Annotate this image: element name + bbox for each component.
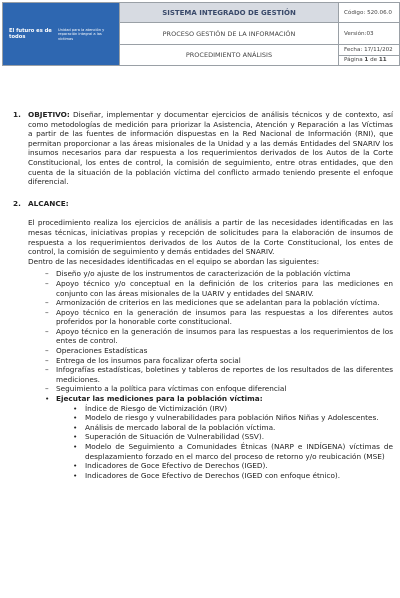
list-item: – Entrega de los insumos para focalizar oferta social [45,355,241,365]
page-number: Página 1 de 11 [344,57,387,63]
sub-list-item: • Índice de Riesgo de Victimización (IRV) [73,403,228,413]
list-item: – Infografías estadísticas, boletines y tableros de reportes de los resultados de las diferentes mediciones. [45,365,393,384]
list-item: – Operaciones Estadísticas [45,346,148,356]
list-item: – Seguimiento a la política para víctimas con enfoque diferencial [45,384,287,394]
process-name: PROCESO GESTIÓN DE LA INFORMACIÓN [120,23,338,45]
list-item: • Ejecutar las mediciones para la población víctima: [45,394,263,404]
sub-list-item: • Superación de Situación de Vulnerabilidad (SSV). [73,432,265,442]
sub-list-item: • Indicadores de Goce Efectivo de Derechos (IGED). [73,461,268,471]
section-number: 1. [13,110,21,119]
header-center [120,3,338,65]
section-title: ALCANCE: [28,198,69,208]
objetivo-text: Diseñar, implementar y documentar ejercicios de análisis técnicos y de contexto, así como metodologías de medición para priorizar la Asistencia, Atención y Reparación a las Víctimas a partir de las fuentes de información dispuestas en la Red Nacional de Información (RNI), que permitan proporcionar a las áreas misionales de la Unidad y a las demás Entidades del SNARIV los insumos necesarios para dar respuesta a los requerimientos derivados de los Autos de la Corte Constitucional, los entes de control, la comisión de seguimiento, entre otras entidades, que den cuenta de la situación de la población víctima del conflicto armado teniendo presente el enfoque diferencial. [28,110,393,187]
alcance-paragraph: El procedimiento realiza los ejercicios de análisis a partir de las necesidades identificadas en las mesas técnicas, iniciativas propias y recepción de solicitudes para la elaboración de insumos de respuesta a los requerimientos derivados de los Autos de la Corte Constitucional, los entes de control, la comisión de seguimiento y demás entidades del SNARIV. [28,218,393,257]
alcance-intro: Dentro de las necesidades identificadas en el equipo se abordan las siguientes: [28,256,320,266]
sub-list-item: • Modelo de riesgo y vulnerabilidades para población Niños Niñas y Adolescentes. [73,413,379,423]
measurements-list [13,404,393,481]
procedure-name: PROCEDIMIENTO ANÁLISIS [185,51,273,59]
logo-main-text: El futuro es de todos [9,28,52,40]
system-title: SISTEMA INTEGRADO DE GESTIÓN [120,3,338,23]
section-objetivo [13,110,393,187]
list-item: – Apoyo técnico en la generación de insumos para las respuestas a los diferentes autos proferidos por la honorable corte constitucional. [45,307,393,327]
logo [3,3,120,65]
list-item: – Diseño y/o ajuste de los instrumentos de caracterización de la población víctima [45,269,351,279]
document-header [2,2,400,66]
section-alcance [13,199,393,481]
document-code: Código: 520.06.0 [339,3,400,23]
needs-list [13,269,393,394]
list-item: – Apoyo técnico en la generación de insumos para las respuestas a los requerimientos de los entes de control. [45,326,393,346]
document-date: Fecha: 17/11/202 [339,45,400,56]
list-item: – Apoyo técnico y/o conceptual en la definición de los criterios para las mediciones en conjunto con las áreas misionales de la UARIV y entidades del SNARIV. [45,278,393,298]
logo-sub-text: Unidad para la atención y reparación integral a las víctimas [58,28,105,41]
list-item: – Armonización de criterios en las mediciones que se adelantan para la población víctima. [45,298,380,308]
sub-list-item: • Análisis de mercado laboral de la población víctima. [73,422,276,432]
sub-list-item: • Indicadores de Goce Efectivo de Derechos (IGED con enfoque étnico). [73,470,341,480]
header-metadata [338,3,400,65]
section-title: OBJETIVO: [28,110,70,119]
sub-list-item: • Modelo de Seguimiento a Comunidades Étnicas (NARP e INDÍGENA) víctimas de desplazamiento forzado en el marco del proceso de retorno y/o reubicación (MSE) [73,442,393,461]
section-number: 2. [13,198,21,208]
document-body [13,110,393,480]
document-version: Versión:03 [339,23,400,45]
